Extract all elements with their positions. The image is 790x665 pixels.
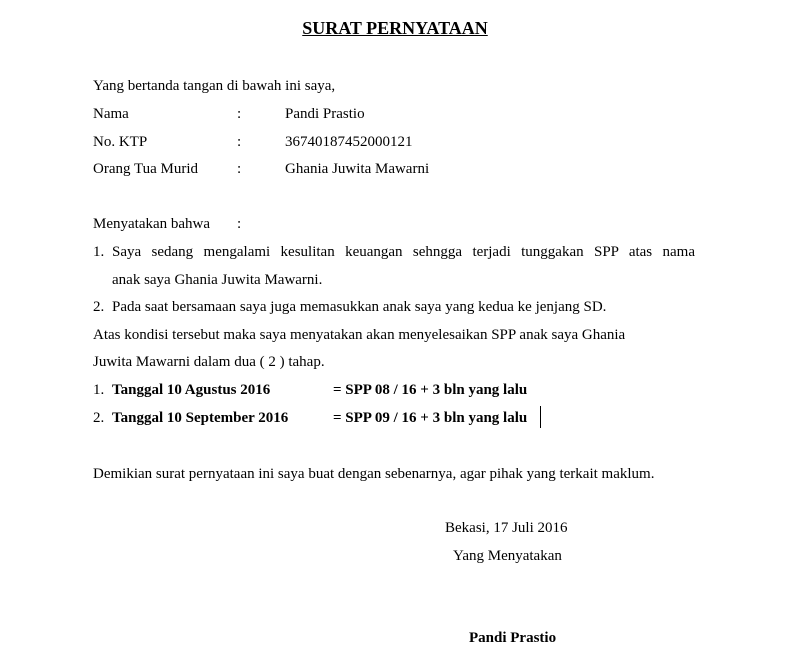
- text-cursor: [540, 406, 541, 428]
- field-separator: :: [237, 161, 242, 177]
- signature-name: Pandi Prastio: [469, 630, 557, 646]
- field-separator: :: [237, 106, 242, 122]
- field-label-name: Nama: [93, 106, 129, 122]
- field-label-ktp: No. KTP: [93, 134, 148, 150]
- statement-heading: Menyatakan bahwa: [93, 216, 211, 232]
- payment-date: Tanggal 10 Agustus 2016: [112, 382, 271, 398]
- field-value-ktp: 36740187452000121: [285, 134, 413, 150]
- field-separator: :: [237, 134, 242, 150]
- intro-text: Yang bertanda tangan di bawah ini saya,: [93, 78, 336, 94]
- statement-item-text: Saya sedang mengalami kesulitan keuangan sehngga terjadi tunggakan SPP atas nama: [112, 244, 695, 260]
- closing-text: Demikian surat pernyataan ini saya buat dengan sebenarnya, agar pihak yang terkait maklum.: [93, 466, 655, 482]
- condition-text: Atas kondisi tersebut maka saya menyatakan akan menyelesaikan SPP anak saya Ghania: [93, 327, 626, 343]
- statement-item-number: 1.: [93, 244, 105, 260]
- payment-date: Tanggal 10 September 2016: [112, 410, 289, 426]
- payment-detail: = SPP 09 / 16 + 3 bln yang lalu: [333, 410, 528, 426]
- statement-item-number: 2.: [93, 299, 105, 315]
- field-label-parent: Orang Tua Murid: [93, 161, 199, 177]
- statement-item-text-continued: anak saya Ghania Juwita Mawarni.: [112, 272, 323, 288]
- payment-number: 1.: [93, 382, 105, 398]
- payment-number: 2.: [93, 410, 105, 426]
- statement-item-text: Pada saat bersamaan saya juga memasukkan anak saya yang kedua ke jenjang SD.: [112, 299, 607, 315]
- field-value-name: Pandi Prastio: [285, 106, 365, 122]
- payment-detail: = SPP 08 / 16 + 3 bln yang lalu: [333, 382, 528, 398]
- field-value-parent: Ghania Juwita Mawarni: [285, 161, 430, 177]
- document-title: SURAT PERNYATAAN: [302, 18, 488, 38]
- signature-role: Yang Menyatakan: [453, 548, 562, 564]
- condition-text-continued: Juwita Mawarni dalam dua ( 2 ) tahap.: [93, 354, 325, 370]
- statement-separator: :: [237, 216, 242, 232]
- signature-place-date: Bekasi, 17 Juli 2016: [445, 520, 568, 536]
